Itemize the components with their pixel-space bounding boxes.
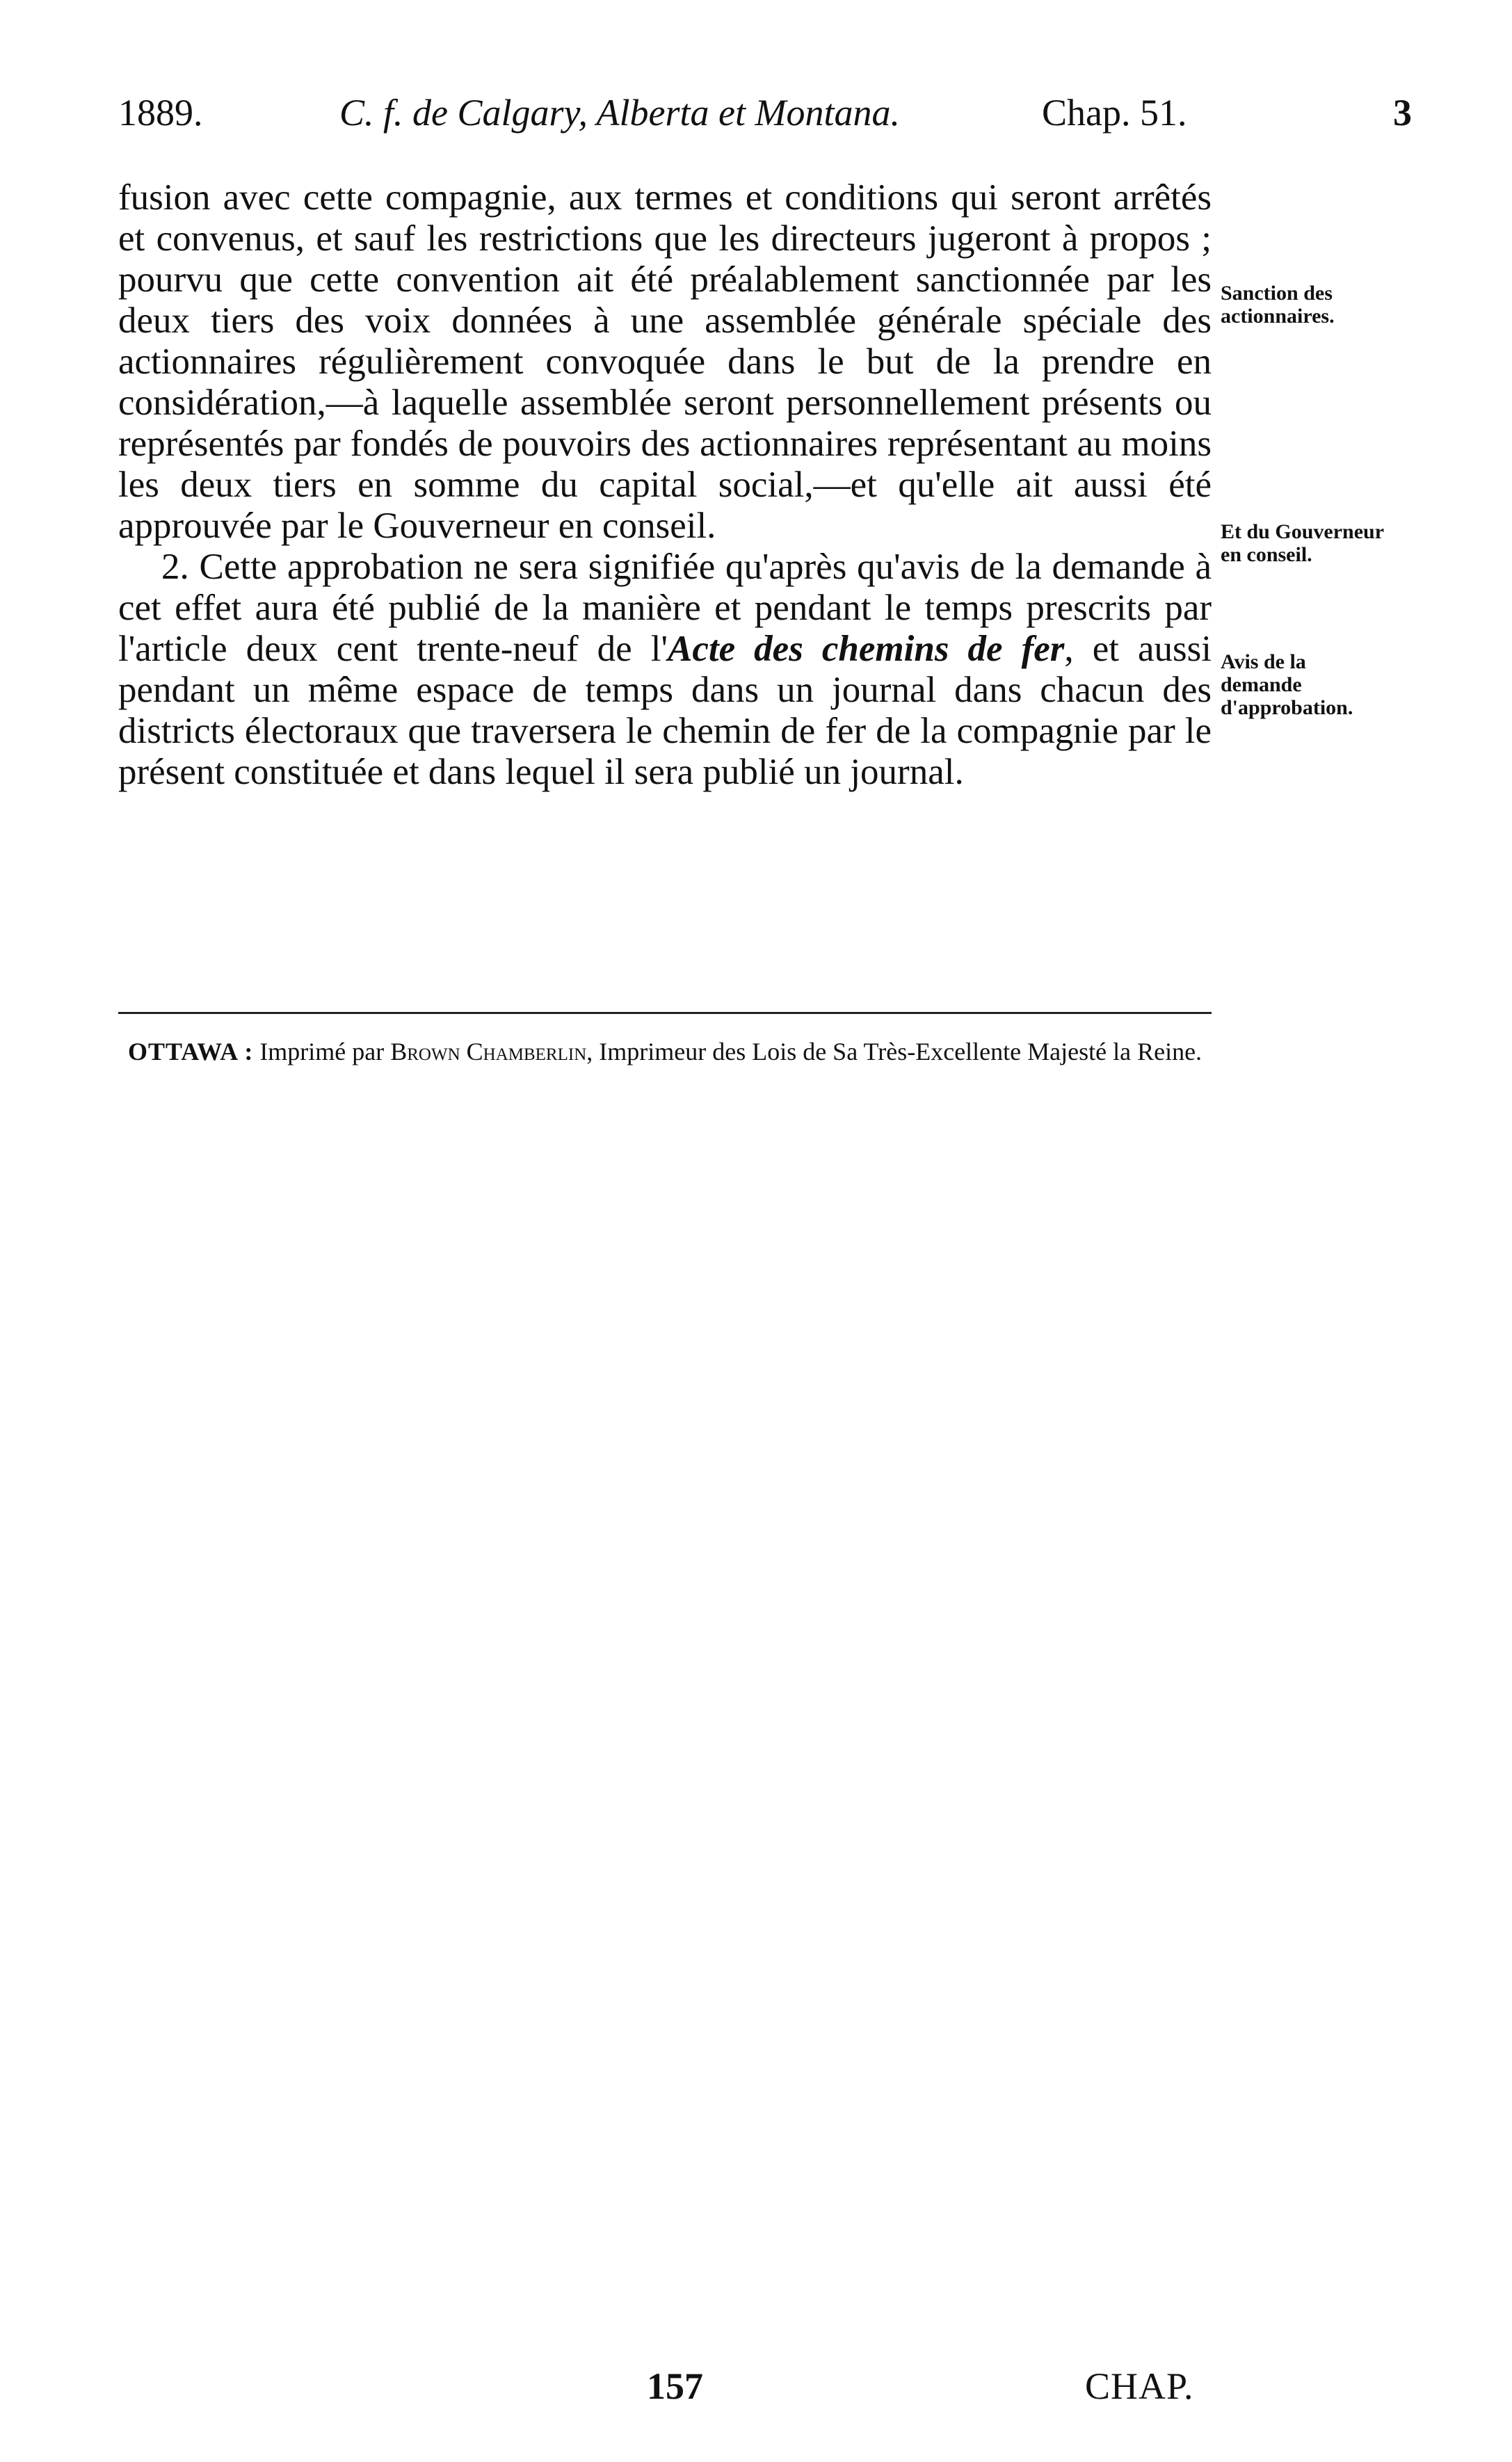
horizontal-rule: [118, 1012, 1212, 1014]
header-page-number: 3: [1393, 92, 1412, 134]
body-text: [118, 177, 1212, 793]
running-header: [118, 85, 1412, 140]
header-title: C. f. de Calgary, Alberta et Montana.: [339, 92, 900, 134]
imprint-text-2: , Imprimeur des Lois de Sa Très-Excellente Majesté la Reine.: [586, 1038, 1203, 1065]
paragraph-2-text-end: , et aussi pendant un même espace de temps dans un journal dans chacun des districts électoraux que traversera le chemin de fer de la compagnie par le présent constituée et dans lequel il sera publié un journal.: [118, 629, 1212, 792]
paragraph-2-text-start: 2. Cette approbation ne sera signifiée qu'après qu'avis de la demande à cet effet aura été publié de la manière et pendant le temps prescrits par l'article deux cent trente-neuf de l': [118, 547, 1212, 669]
imprint-printer: Brown Chamberlin: [390, 1038, 587, 1065]
imprint-text-1: Imprimé par: [259, 1038, 391, 1065]
footer-page-number: 157: [647, 2365, 703, 2407]
footer-catchword: CHAP.: [1085, 2365, 1194, 2407]
imprint-place: OTTAWA :: [127, 1038, 254, 1065]
act-title: Acte des chemins de fer: [668, 629, 1065, 669]
margin-note-governor: Et du Gouverneur en conseil.: [1221, 520, 1384, 566]
header-chapter: Chap. 51.: [1042, 92, 1187, 134]
paragraph-2: [118, 547, 1212, 793]
margin-note-notice: Avis de la demande d'approbation.: [1221, 650, 1353, 719]
imprint: [118, 1036, 1212, 1067]
header-year: 1889.: [118, 92, 203, 134]
paragraph-1: fusion avec cette compagnie, aux termes et conditions qui seront arrêtés et convenus, et sauf les restrictions que les directeurs jugeront à propos ; pourvu que cette convention ait été préalablement sanctionnée par les deux tiers des voix données à une assemblée générale spéciale des actionnaires régulièrement convoquée dans le but de la prendre en considération,—à laquelle assemblée seront personnellement présents ou représentés par fondés de pouvoirs des actionnaires représentant au moins les deux tiers en somme du capital social,—et qu'elle ait aussi été approuvée par le Gouverneur en conseil.: [118, 177, 1212, 546]
margin-note-sanction: Sanction des actionnaires.: [1221, 282, 1335, 328]
